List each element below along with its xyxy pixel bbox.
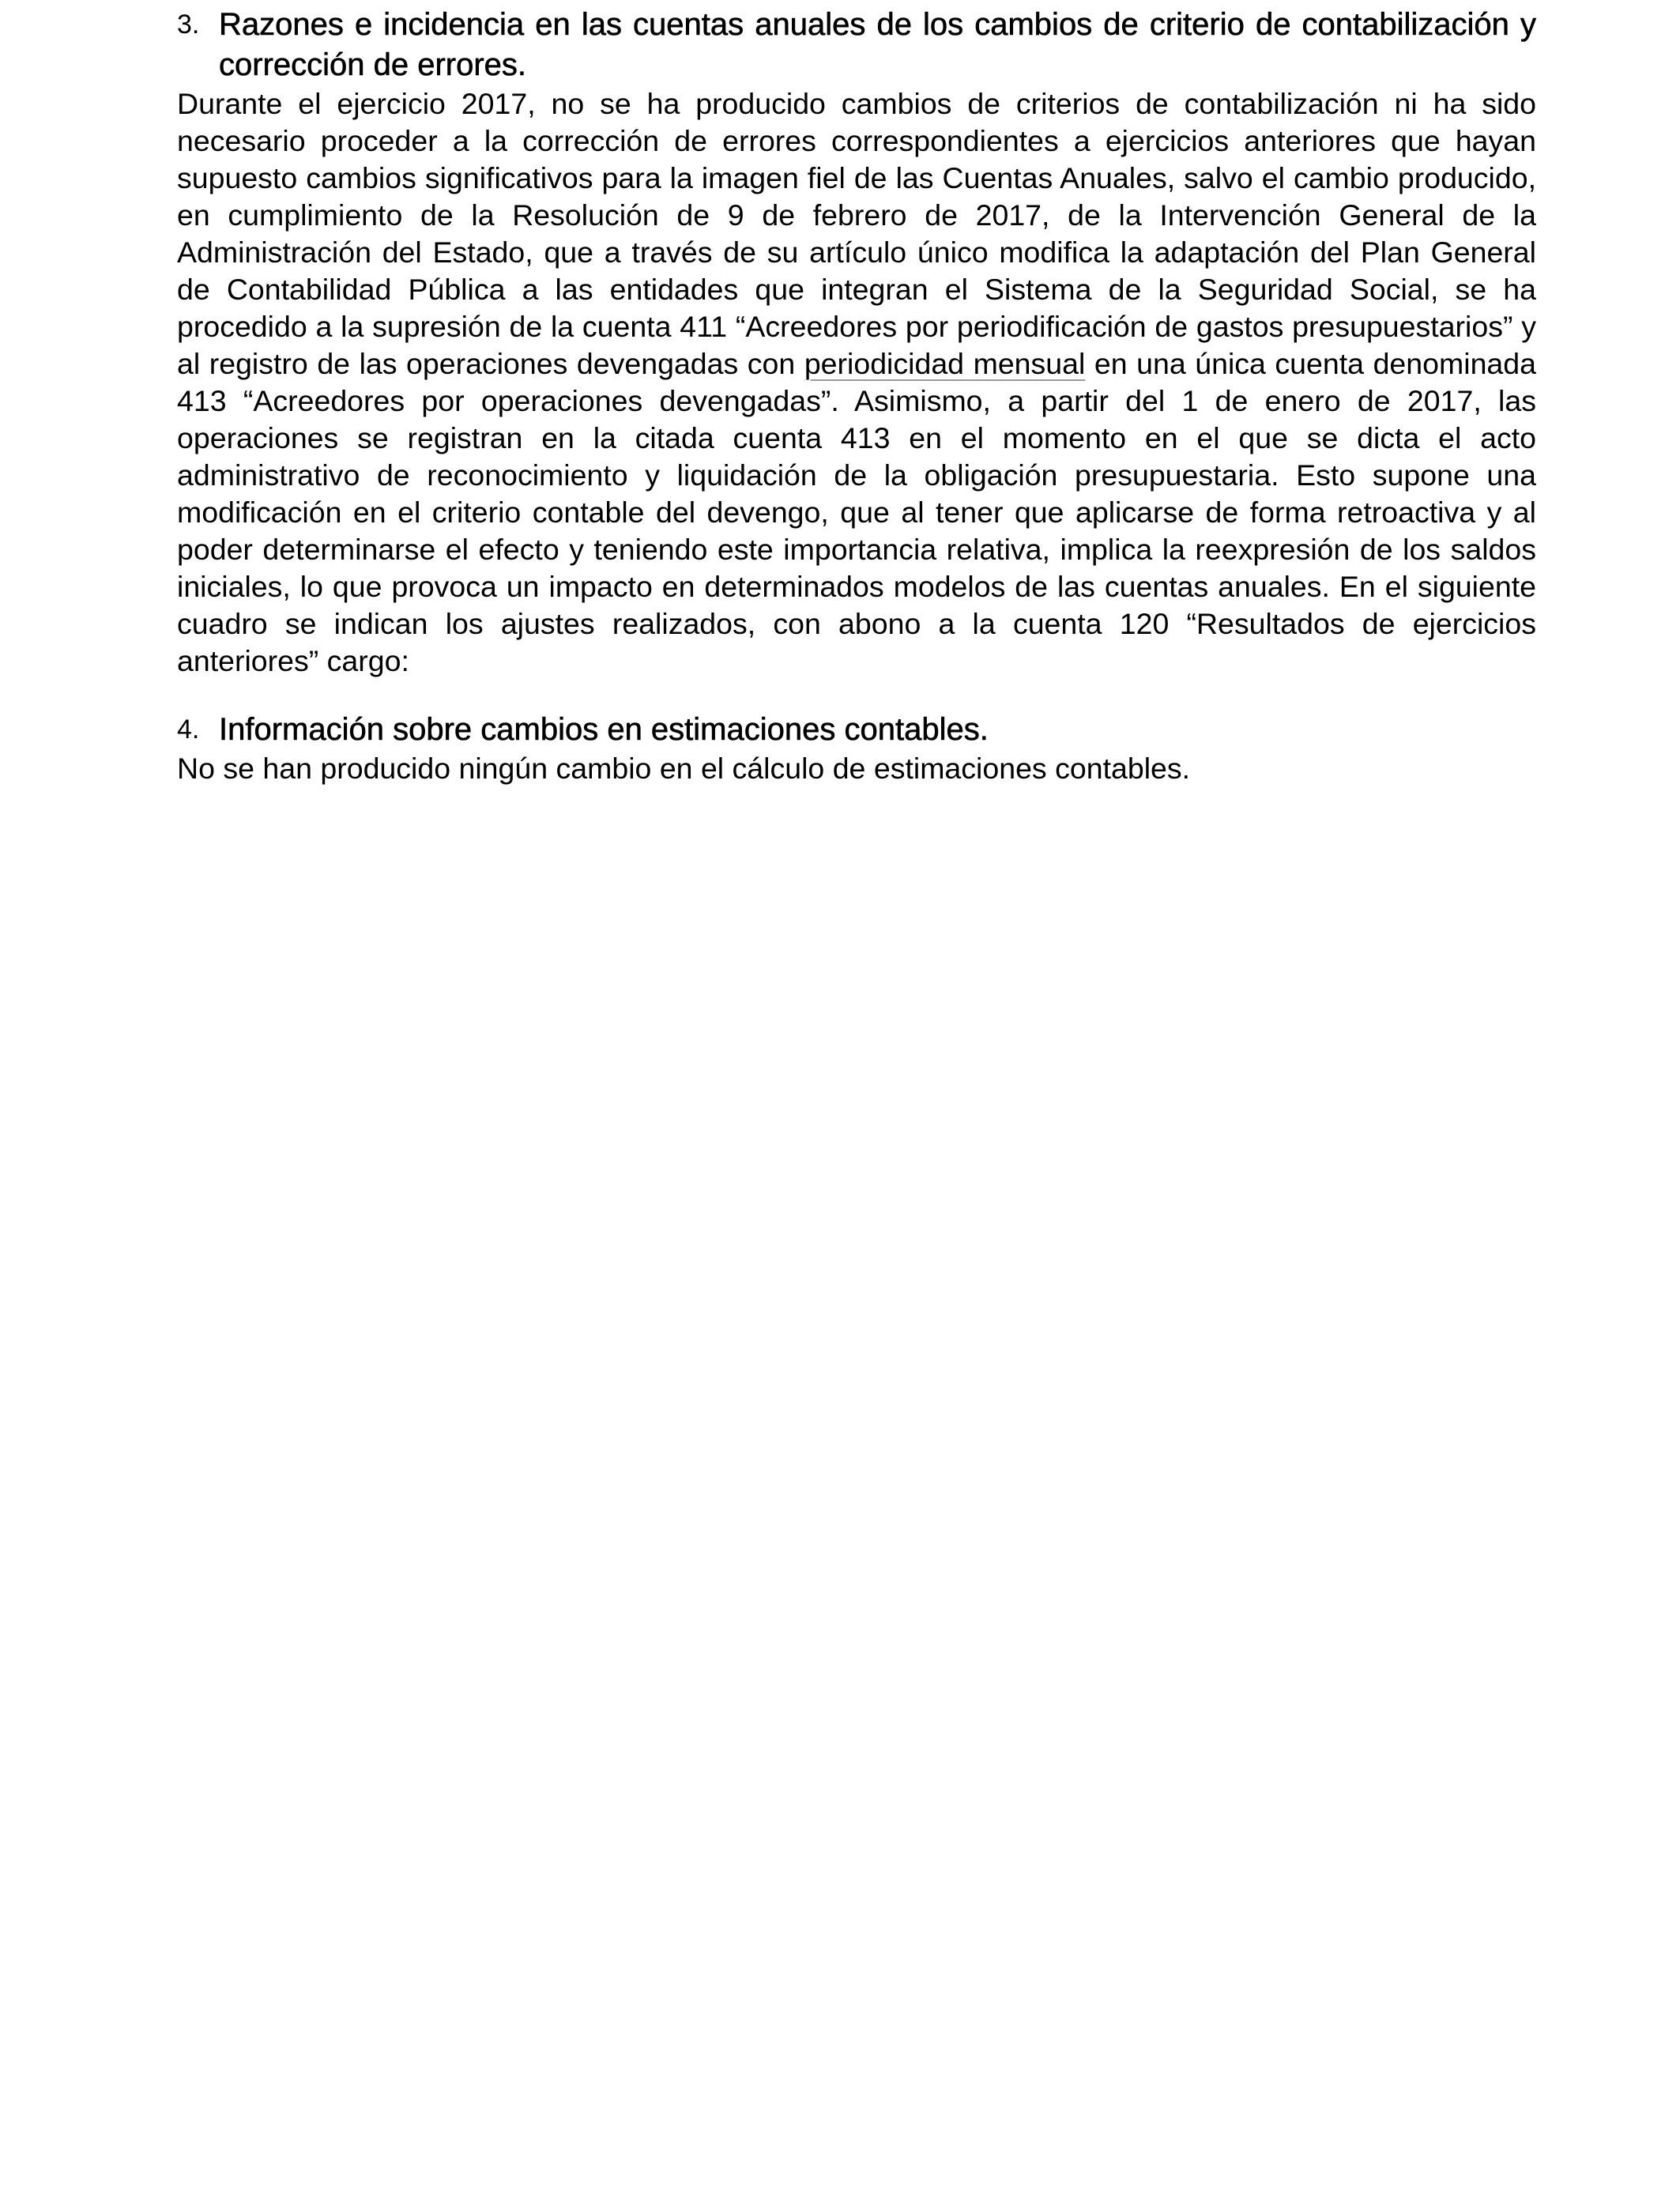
section-4-title: Información sobre cambios en estimaciones contables. xyxy=(219,712,989,747)
section-4 xyxy=(177,710,1536,787)
section-4-number: 4. xyxy=(177,714,200,745)
section-3-heading xyxy=(177,5,1536,85)
section-3-title: Razones e incidencia en las cuentas anuales de los cambios de criterio de contabilización y corrección de errores. xyxy=(219,7,1536,82)
section-3 xyxy=(177,5,1536,680)
section-3-paragraph xyxy=(177,85,1536,680)
section-4-heading xyxy=(177,710,1536,750)
section-3-number: 3. xyxy=(177,9,200,40)
section-3-paragraph-part2: en una única cuenta denominada 413 “Acreedores por operaciones devengadas”. Asimismo, a partir del 1 de enero de 2017, las operaciones se registran en la citada cuenta 413 en el momento en el que se dicta el acto administrativo de reconocimiento y liquidación de la obligación presupuestaria. Esto supone una modificación en el criterio contable del devengo, que al tener que aplicarse de forma retroactiva y al poder determinarse el efecto y teniendo este importancia relativa, implica la reexpresión de los saldos iniciales, lo que provoca un impacto en determinados modelos de las cuentas anuales. En el siguiente cuadro se indican los ajustes realizados, con abono a la cuenta 120 “Resultados de ejercicios anteriores” cargo: xyxy=(177,347,1536,677)
section-4-paragraph: No se han producido ningún cambio en el cálculo de estimaciones contables. xyxy=(177,752,1191,785)
underlined-phrase: periodicidad mensual xyxy=(804,347,1086,380)
section-3-paragraph-part1: Durante el ejercicio 2017, no se ha producido cambios de criterios de contabilización ni ha sido necesario proceder a la corrección de errores correspondientes a ejercicios anteriores que hayan supuesto cambios significativos para la imagen fiel de las Cuentas Anuales, salvo el cambio producido, en cumplimiento de la Resolución de 9 de febrero de 2017, de la Intervención General de la Administración del Estado, que a través de su artículo único modifica la adaptación del Plan General de Contabilidad Pública a las entidades que integran el Sistema de la Seguridad Social, se ha procedido a la supresión de la cuenta 411 “Acreedores por periodificación de gastos presupuestarios” y al registro de las operaciones devengadas con xyxy=(177,87,1536,380)
